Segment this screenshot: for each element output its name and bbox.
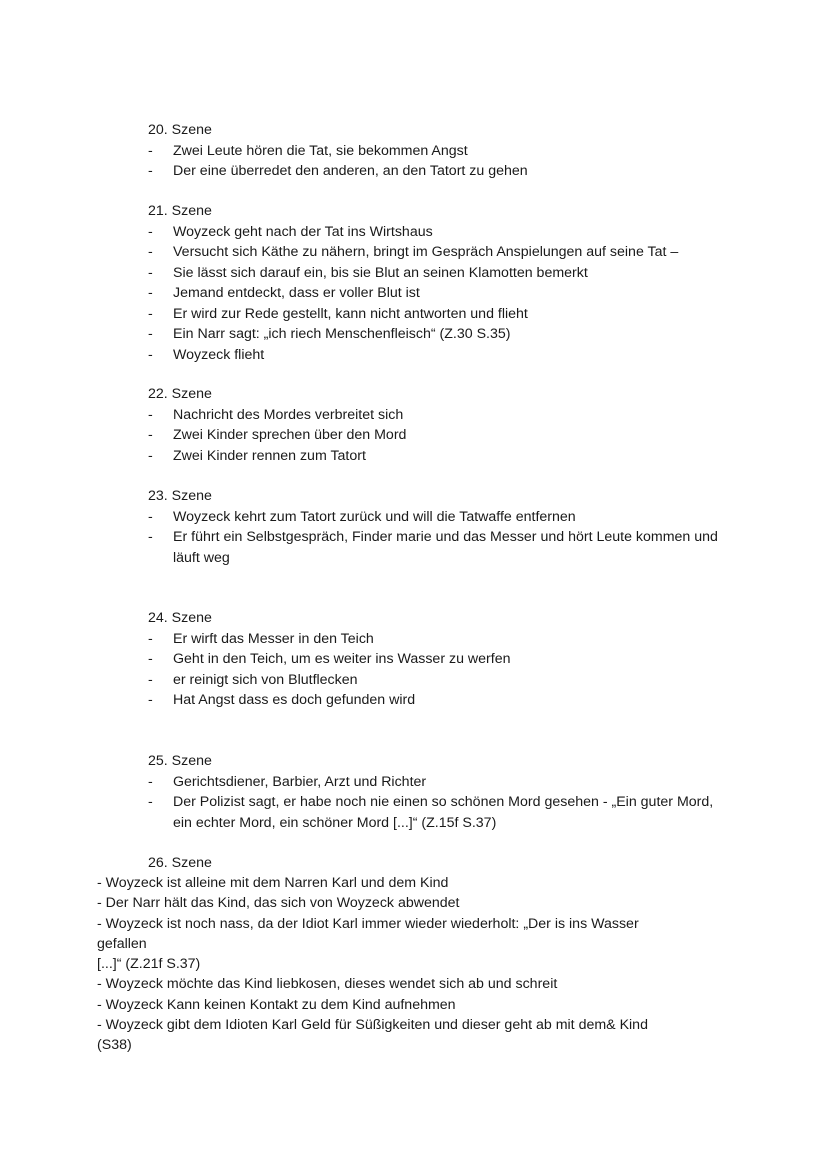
list-item: [148, 772, 748, 793]
list-item-text: Gerichtsdiener, Barbier, Arzt und Richter: [173, 773, 427, 790]
bullet-dash: -: [148, 163, 153, 179]
bullet-dash: -: [148, 326, 153, 342]
scene-23: [148, 486, 748, 568]
scene-title: 20. Szene: [148, 122, 212, 138]
list-item-text: Er führt ein Selbstgespräch, Finder marie und das Messer und hört Leute kommen und läuft weg: [173, 529, 718, 566]
bullet-dash: -: [148, 264, 153, 281]
list-item: [148, 324, 748, 345]
list-item: [148, 670, 748, 691]
list-item: [148, 161, 748, 182]
text-line: - Woyzeck gibt dem Idioten Karl Geld für Süßigkeiten und dieser geht ab mit dem& Kind: [97, 1017, 648, 1034]
text-line: (S38): [97, 1037, 132, 1054]
list-item-text: Hat Angst dass es doch gefunden wird: [173, 692, 416, 708]
list-item: [148, 649, 748, 670]
text-line: - Woyzeck ist noch nass, da der Idiot Karl immer wieder wiederholt: „Der is ins Wasser: [97, 915, 639, 932]
bullet-dash: -: [148, 630, 153, 647]
list-item-text: Er wird zur Rede gestellt, kann nicht antworten und flieht: [173, 305, 528, 322]
list-item: [148, 629, 748, 650]
bullet-dash: -: [148, 447, 153, 464]
bullet-dash: -: [148, 346, 153, 363]
bullet-dash: -: [148, 651, 153, 667]
list-item-text: Der eine überredet den anderen, an den Tatort zu gehen: [173, 163, 528, 179]
list-item-text: Woyzeck geht nach der Tat ins Wirtshaus: [173, 223, 433, 240]
list-item: [148, 263, 748, 284]
scene-title: 23. Szene: [148, 488, 212, 504]
list-item-text: Zwei Kinder rennen zum Tatort: [173, 447, 366, 464]
list-item: [148, 425, 748, 446]
list-item-text: Woyzeck flieht: [173, 346, 265, 363]
list-item: [148, 527, 733, 568]
text-line: [...]“ (Z.21f S.37): [97, 956, 201, 973]
list-item-text: Der Polizist sagt, er habe noch nie einen so schönen Mord gesehen - „Ein guter Mord, ein echter Mord, ein schöner Mord [...]“ (Z.15f S.37): [173, 794, 714, 831]
scene-24: [148, 608, 748, 711]
scene-25: [148, 751, 748, 833]
list-item-text: er reinigt sich von Blutflecken: [173, 671, 358, 688]
bullet-dash: -: [148, 305, 153, 322]
text-line: - Woyzeck möchte das Kind liebkosen, dieses wendet sich ab und schreit: [97, 976, 558, 993]
bullet-dash: -: [148, 427, 153, 443]
list-item-text: Nachricht des Mordes verbreitet sich: [173, 406, 404, 423]
list-item-text: Sie lässt sich darauf ein, bis sie Blut an seinen Klamotten bemerkt: [173, 264, 588, 281]
list-item: [148, 345, 748, 366]
bullet-dash: -: [148, 529, 153, 545]
bullet-dash: -: [148, 285, 153, 301]
list-item: [148, 446, 748, 467]
list-item: [148, 507, 748, 528]
scene-21: [148, 201, 748, 365]
list-item-text: Zwei Leute hören die Tat, sie bekommen Angst: [173, 142, 468, 159]
list-item-text: Geht in den Teich, um es weiter ins Wasser zu werfen: [173, 651, 511, 667]
list-item-text: Er wirft das Messer in den Teich: [173, 630, 374, 647]
bullet-dash: -: [148, 671, 153, 688]
scene-title: 26. Szene: [148, 855, 212, 871]
list-item: [148, 405, 748, 426]
list-item-text: Ein Narr sagt: „ich riech Menschenfleisch“ (Z.30 S.35): [173, 326, 511, 342]
list-item: [148, 792, 733, 833]
list-item: [148, 141, 748, 162]
text-line: gefallen: [97, 935, 147, 952]
list-item: [148, 690, 748, 711]
list-item: [148, 242, 748, 263]
text-line: - Woyzeck Kann keinen Kontakt zu dem Kind aufnehmen: [97, 996, 456, 1013]
bullet-dash: -: [148, 406, 153, 423]
list-item-text: Jemand entdeckt, dass er voller Blut ist: [173, 285, 420, 301]
bullet-dash: -: [148, 794, 153, 810]
scene-26: [148, 853, 748, 874]
bullet-dash: -: [148, 142, 153, 159]
scene-title: 22. Szene: [148, 386, 212, 402]
list-item: [148, 283, 748, 304]
text-line: - Der Narr hält das Kind, das sich von Woyzeck abwendet: [97, 895, 460, 912]
bullet-dash: -: [148, 508, 153, 525]
list-item-text: Zwei Kinder sprechen über den Mord: [173, 427, 407, 443]
list-item-text: Woyzeck kehrt zum Tatort zurück und will die Tatwaffe entfernen: [173, 508, 576, 525]
scene-26-lines: [97, 873, 737, 1056]
text-line: - Woyzeck ist alleine mit dem Narren Karl und dem Kind: [97, 875, 449, 891]
bullet-dash: -: [148, 773, 153, 790]
scene-title: 21. Szene: [148, 203, 212, 219]
scene-title: 25. Szene: [148, 753, 212, 769]
list-item-text: Versucht sich Käthe zu nähern, bringt im Gespräch Anspielungen auf seine Tat –: [173, 244, 679, 260]
bullet-dash: -: [148, 244, 153, 260]
scene-title: 24. Szene: [148, 610, 212, 626]
scene-22: [148, 384, 748, 466]
scene-20: [148, 120, 748, 182]
list-item: [148, 304, 748, 325]
bullet-dash: -: [148, 692, 153, 708]
bullet-dash: -: [148, 223, 153, 240]
list-item: [148, 222, 748, 243]
